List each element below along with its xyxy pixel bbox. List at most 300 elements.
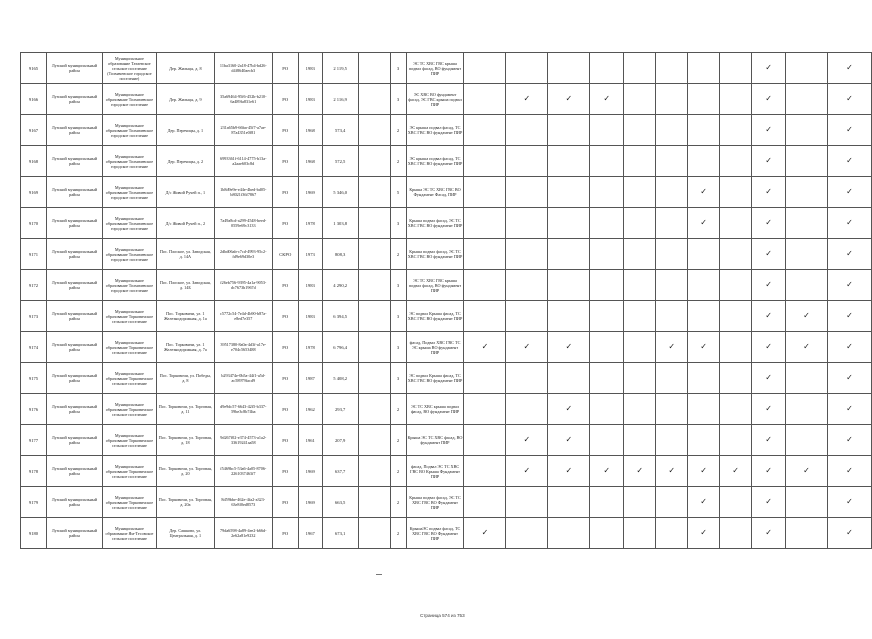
check-cell-4: [590, 487, 624, 518]
check-cell-9: [752, 177, 786, 208]
check-cell-3: [548, 84, 590, 115]
check-cell-5: [624, 208, 656, 239]
check-cell-1: [464, 456, 506, 487]
district-cell: Лузский муниципальный район: [46, 146, 102, 177]
empty-cell: [358, 53, 390, 84]
check-cell-8: [720, 84, 752, 115]
management-type-cell: РО: [272, 208, 298, 239]
check-cell-10: [786, 115, 828, 146]
check-cell-1: [464, 363, 506, 394]
address-cell: Пос. Торковичи, ул. Торговая, д. 18: [156, 425, 214, 456]
check-cell-9: [752, 487, 786, 518]
check-cell-7: [688, 177, 720, 208]
row-number: 9165: [21, 53, 47, 84]
area-cell: 6 394,5: [322, 301, 358, 332]
management-type-cell: РО: [272, 487, 298, 518]
district-cell: Лузский муниципальный район: [46, 270, 102, 301]
district-cell: Лузский муниципальный район: [46, 177, 102, 208]
check-cell-7: [688, 115, 720, 146]
check-cell-9: [752, 53, 786, 84]
check-cell-11: [827, 425, 871, 456]
fias-id-cell: f26eb756-9395-4a1a-9053-dc7673b1967d: [214, 270, 272, 301]
check-cell-1: [464, 301, 506, 332]
check-cell-5: [624, 487, 656, 518]
address-cell: Пос. Торковичи, ул. Торговая, д. 11: [156, 394, 214, 425]
check-cell-11: [827, 53, 871, 84]
works-list-cell: ЭС ТС ХВС ГВС крыша подвал фасад, ВО фундамент ПИР: [406, 53, 464, 84]
checkmark-icon: ✓: [765, 404, 772, 413]
check-cell-2: [506, 456, 548, 487]
count-cell: 3: [390, 84, 406, 115]
check-cell-1: [464, 239, 506, 270]
district-cell: Лузский муниципальный район: [46, 208, 102, 239]
check-cell-8: [720, 487, 752, 518]
table-row: [21, 332, 872, 363]
works-list-cell: Крыша подвал фасад, ЭС ТС ХВС ГВС ВО фундамент ПИР: [406, 239, 464, 270]
year-cell: 1973: [298, 239, 322, 270]
check-cell-10: [786, 239, 828, 270]
checkmark-icon: ✓: [846, 94, 853, 103]
district-cell: Лузский муниципальный район: [46, 239, 102, 270]
check-cell-4: [590, 456, 624, 487]
check-cell-7: [688, 363, 720, 394]
check-cell-7: [688, 301, 720, 332]
empty-cell: [358, 84, 390, 115]
check-cell-8: [720, 363, 752, 394]
district-cell: Лузский муниципальный район: [46, 332, 102, 363]
address-cell: Пос. Плоское, ул. Заводская, д. 14Б: [156, 270, 214, 301]
district-cell: Лузский муниципальный район: [46, 53, 102, 84]
check-cell-7: [688, 208, 720, 239]
year-cell: 1969: [298, 487, 322, 518]
page-mark: [376, 574, 382, 575]
checkmark-icon: ✓: [765, 342, 772, 351]
row-number: 9167: [21, 115, 47, 146]
check-cell-8: [720, 146, 752, 177]
address-cell: Пос. Плоское, ул. Заводская, д. 14А: [156, 239, 214, 270]
address-cell: Дер. Жильцы, д. 9: [156, 84, 214, 115]
area-cell: 207,9: [322, 425, 358, 456]
checkmark-icon: ✓: [700, 187, 707, 196]
row-number: 9172: [21, 270, 47, 301]
district-cell: Лузский муниципальный район: [46, 425, 102, 456]
row-number: 9168: [21, 146, 47, 177]
row-number: 9169: [21, 177, 47, 208]
check-cell-11: [827, 332, 871, 363]
empty-cell: [358, 394, 390, 425]
works-list-cell: ЭС ТС ХВС ГВС крыша подвал фасад, ВО фундамент ПИР: [406, 270, 464, 301]
row-number: 9178: [21, 456, 47, 487]
check-cell-4: [590, 518, 624, 549]
checkmark-icon: ✓: [846, 63, 853, 72]
check-cell-8: [720, 518, 752, 549]
count-cell: 2: [390, 425, 406, 456]
settlement-cell: Муниципальное образование Ям-Тесовское сельское поселение: [102, 518, 156, 549]
management-type-cell: РО: [272, 270, 298, 301]
checkmark-icon: ✓: [523, 466, 531, 475]
empty-cell: [358, 239, 390, 270]
checkmark-icon: ✓: [636, 466, 644, 475]
check-cell-7: [688, 425, 720, 456]
empty-cell: [358, 146, 390, 177]
checkmark-icon: ✓: [803, 466, 810, 475]
table-row: [21, 425, 872, 456]
check-cell-4: [590, 208, 624, 239]
settlement-cell: Муниципальное образование Толмачевское городское поселение: [102, 239, 156, 270]
check-cell-5: [624, 53, 656, 84]
checkmark-icon: ✓: [603, 94, 611, 103]
fias-id-cell: 6993361f-6114-4775-b13a-a2aae603c8d: [214, 146, 272, 177]
table-row: [21, 363, 872, 394]
area-cell: 293,7: [322, 394, 358, 425]
table-row: [21, 53, 872, 84]
address-cell: Дер. Перечицы, д. 1: [156, 115, 214, 146]
checkmark-icon: ✓: [846, 280, 853, 289]
check-cell-4: [590, 239, 624, 270]
table-row: [21, 487, 872, 518]
settlement-cell: Муниципальное образование Толмачевское городское поселение: [102, 84, 156, 115]
check-cell-5: [624, 115, 656, 146]
check-cell-1: [464, 270, 506, 301]
check-cell-11: [827, 301, 871, 332]
management-type-cell: РО: [272, 363, 298, 394]
management-type-cell: РО: [272, 84, 298, 115]
check-cell-7: [688, 332, 720, 363]
checkmark-icon: ✓: [668, 466, 676, 475]
row-number: 9175: [21, 363, 47, 394]
empty-cell: [358, 208, 390, 239]
row-number: 9177: [21, 425, 47, 456]
check-cell-4: [590, 332, 624, 363]
table-row: [21, 270, 872, 301]
count-cell: 3: [390, 301, 406, 332]
check-cell-10: [786, 53, 828, 84]
check-cell-8: [720, 239, 752, 270]
empty-cell: [358, 456, 390, 487]
check-cell-2: [506, 518, 548, 549]
check-cell-6: [656, 146, 688, 177]
check-cell-6: [656, 332, 688, 363]
district-cell: Лузский муниципальный район: [46, 518, 102, 549]
check-cell-8: [720, 270, 752, 301]
check-cell-7: [688, 270, 720, 301]
empty-cell: [358, 270, 390, 301]
works-list-cell: ЭС подвал Крыша фасад, ТС ХВС ГВС ВО фундамент ПИР: [406, 363, 464, 394]
checkmark-icon: ✓: [846, 373, 853, 382]
checkmark-icon: ✓: [700, 342, 707, 351]
check-cell-9: [752, 363, 786, 394]
row-number: 9173: [21, 301, 47, 332]
check-cell-10: [786, 208, 828, 239]
table-row: [21, 518, 872, 549]
checkmark-icon: ✓: [668, 342, 676, 351]
check-cell-1: [464, 487, 506, 518]
table-row: [21, 208, 872, 239]
table-row: [21, 456, 872, 487]
address-cell: Пос. Торковичи, ул. Победы, д. 8: [156, 363, 214, 394]
check-cell-2: [506, 146, 548, 177]
management-type-cell: РО: [272, 115, 298, 146]
checkmark-icon: ✓: [765, 156, 772, 165]
area-cell: 6 796,4: [322, 332, 358, 363]
management-type-cell: РО: [272, 146, 298, 177]
settlement-cell: Муниципальное образование Торковичское сельское поселение: [102, 456, 156, 487]
check-cell-3: [548, 208, 590, 239]
check-cell-3: [548, 177, 590, 208]
check-cell-3: [548, 363, 590, 394]
fias-id-cell: 7a49a8cd-a299-4548-beed-0559e69c3133: [214, 208, 272, 239]
fias-id-cell: d9e9dc57-6643-42f5-b337-59be3c8b74ba: [214, 394, 272, 425]
fias-id-cell: c5772c54-7e4d-4b90-b87a-e8ed7e357: [214, 301, 272, 332]
check-cell-4: [590, 84, 624, 115]
check-cell-2: [506, 84, 548, 115]
check-cell-3: [548, 332, 590, 363]
check-cell-3: [548, 456, 590, 487]
works-list-cell: ЭС ХВС ВО фундамент фасад, ЭС ГВС крыша подвал ПИР: [406, 84, 464, 115]
checkmark-icon: ✓: [765, 497, 772, 506]
check-cell-6: [656, 177, 688, 208]
area-cell: 808,3: [322, 239, 358, 270]
count-cell: 3: [390, 208, 406, 239]
checkmark-icon: ✓: [765, 528, 772, 537]
check-cell-3: [548, 146, 590, 177]
checkmark-icon: ✓: [565, 404, 573, 413]
fias-id-cell: 11ba3160-2a18-47b4-bd26-d4f8640aecb3: [214, 53, 272, 84]
district-cell: Лузский муниципальный район: [46, 115, 102, 146]
year-cell: 1961: [298, 425, 322, 456]
check-cell-3: [548, 239, 590, 270]
check-cell-8: [720, 394, 752, 425]
year-cell: 1983: [298, 270, 322, 301]
fias-id-cell: 79da6598-4a89-4ee2-b66d-2e62a81e9232: [214, 518, 272, 549]
check-cell-5: [624, 332, 656, 363]
works-list-cell: ЭС подвал Крыша фасад, ТС ХВС ГВС ВО фундамент ПИР: [406, 301, 464, 332]
year-cell: 1969: [298, 177, 322, 208]
check-cell-6: [656, 301, 688, 332]
count-cell: 2: [390, 456, 406, 487]
check-cell-9: [752, 456, 786, 487]
row-number: 9174: [21, 332, 47, 363]
check-cell-1: [464, 518, 506, 549]
check-cell-4: [590, 146, 624, 177]
count-cell: 3: [390, 270, 406, 301]
check-cell-6: [656, 487, 688, 518]
checkmark-icon: ✓: [846, 497, 853, 506]
row-number: 9179: [21, 487, 47, 518]
check-cell-7: [688, 239, 720, 270]
check-cell-1: [464, 146, 506, 177]
works-list-cell: Крыша ЭС ТС ХВС фасад, ВО фундамент ПИР: [406, 425, 464, 456]
empty-cell: [358, 518, 390, 549]
check-cell-1: [464, 394, 506, 425]
check-cell-10: [786, 146, 828, 177]
check-cell-6: [656, 270, 688, 301]
check-cell-2: [506, 239, 548, 270]
settlement-cell: Муниципальное образование Торковичское сельское поселение: [102, 394, 156, 425]
check-cell-4: [590, 301, 624, 332]
check-cell-3: [548, 301, 590, 332]
check-cell-7: [688, 394, 720, 425]
settlement-cell: Муниципальное образование Толмачевское городское поселение: [102, 208, 156, 239]
check-cell-9: [752, 270, 786, 301]
check-cell-1: [464, 177, 506, 208]
settlement-cell: Муниципальное образование Торковичское сельское поселение: [102, 363, 156, 394]
area-cell: 663,5: [322, 487, 358, 518]
checkmark-icon: ✓: [523, 342, 531, 351]
count-cell: 2: [390, 239, 406, 270]
checkmark-icon: ✓: [481, 342, 489, 351]
check-cell-6: [656, 394, 688, 425]
checkmark-icon: ✓: [565, 342, 573, 351]
check-cell-2: [506, 53, 548, 84]
check-cell-6: [656, 208, 688, 239]
page-footer: Страница 574 из 753: [420, 613, 465, 618]
fias-id-cell: 231a65b9-66ba-45f7-a7ae-87a4351e0f81: [214, 115, 272, 146]
check-cell-5: [624, 84, 656, 115]
check-cell-11: [827, 84, 871, 115]
count-cell: 2: [390, 487, 406, 518]
address-cell: Пос. Торковичи, ул. 1 Железнодорожная, д. 7а: [156, 332, 214, 363]
check-cell-10: [786, 270, 828, 301]
check-cell-10: [786, 363, 828, 394]
checkmark-icon: ✓: [700, 528, 707, 537]
management-type-cell: РО: [272, 301, 298, 332]
checkmark-icon: ✓: [700, 466, 707, 475]
row-number: 9166: [21, 84, 47, 115]
checkmark-icon: ✓: [765, 249, 772, 258]
check-cell-9: [752, 425, 786, 456]
address-cell: Д/с Живой Ручей п., 1: [156, 177, 214, 208]
check-cell-11: [827, 487, 871, 518]
checkmark-icon: ✓: [765, 280, 772, 289]
check-cell-3: [548, 53, 590, 84]
check-cell-8: [720, 115, 752, 146]
area-cell: 572,5: [322, 146, 358, 177]
empty-cell: [358, 332, 390, 363]
check-cell-6: [656, 363, 688, 394]
checkmark-icon: ✓: [846, 466, 853, 475]
checkmark-icon: ✓: [765, 94, 772, 103]
fias-id-cell: 35a69464-95f6-452b-b210-6a489fa831e61: [214, 84, 272, 115]
table-body: [21, 53, 872, 549]
check-cell-2: [506, 177, 548, 208]
district-cell: Лузский муниципальный район: [46, 487, 102, 518]
settlement-cell: Муниципальное образование Торковичское сельское поселение: [102, 301, 156, 332]
year-cell: 1978: [298, 208, 322, 239]
check-cell-4: [590, 177, 624, 208]
checkmark-icon: ✓: [846, 249, 853, 258]
year-cell: 1968: [298, 146, 322, 177]
management-type-cell: РО: [272, 177, 298, 208]
check-cell-5: [624, 425, 656, 456]
empty-cell: [358, 301, 390, 332]
check-cell-5: [624, 363, 656, 394]
check-cell-10: [786, 487, 828, 518]
check-cell-8: [720, 332, 752, 363]
fias-id-cell: f5469bc5-53a6-4a05-8706-2261037463f7: [214, 456, 272, 487]
checkmark-icon: ✓: [700, 218, 707, 227]
area-cell: 5 346,0: [322, 177, 358, 208]
checkmark-icon: ✓: [765, 435, 772, 444]
district-cell: Лузский муниципальный район: [46, 394, 102, 425]
check-cell-7: [688, 84, 720, 115]
check-cell-6: [656, 425, 688, 456]
check-cell-1: [464, 115, 506, 146]
row-number: 9170: [21, 208, 47, 239]
works-list-cell: ЭС ТС ХВС крыша подвал фасад, ВО фундамент ПИР: [406, 394, 464, 425]
check-cell-11: [827, 394, 871, 425]
address-cell: Пос. Торковичи, ул. 1 Железнодорожная, д. 1а: [156, 301, 214, 332]
check-cell-1: [464, 425, 506, 456]
management-type-cell: РО: [272, 518, 298, 549]
checkmark-icon: ✓: [765, 311, 772, 320]
count-cell: 3: [390, 363, 406, 394]
check-cell-5: [624, 518, 656, 549]
settlement-cell: Муниципальное образование Торковичское сельское поселение: [102, 425, 156, 456]
year-cell: 1987: [298, 363, 322, 394]
check-cell-3: [548, 270, 590, 301]
check-cell-11: [827, 270, 871, 301]
checkmark-icon: ✓: [803, 342, 810, 351]
year-cell: 1968: [298, 115, 322, 146]
checkmark-icon: ✓: [803, 311, 810, 320]
check-cell-2: [506, 425, 548, 456]
check-cell-8: [720, 456, 752, 487]
fias-id-cell: 9d267f02-e374-4573-a1a2-33619241aa58: [214, 425, 272, 456]
check-cell-9: [752, 394, 786, 425]
check-cell-3: [548, 394, 590, 425]
area-cell: 2 119,5: [322, 53, 358, 84]
settlement-cell: Муниципальное образование Татаевское сельское поселение (Толмачевское городское поселение): [102, 53, 156, 84]
empty-cell: [358, 115, 390, 146]
checkmark-icon: ✓: [603, 466, 611, 475]
district-cell: Лузский муниципальный район: [46, 363, 102, 394]
table-row: [21, 394, 872, 425]
check-cell-11: [827, 518, 871, 549]
check-cell-2: [506, 363, 548, 394]
checkmark-icon: ✓: [846, 435, 853, 444]
check-cell-4: [590, 53, 624, 84]
check-cell-11: [827, 146, 871, 177]
check-cell-10: [786, 332, 828, 363]
check-cell-4: [590, 270, 624, 301]
table-row: [21, 177, 872, 208]
check-cell-5: [624, 239, 656, 270]
year-cell: 1967: [298, 518, 322, 549]
district-cell: Лузский муниципальный район: [46, 84, 102, 115]
check-cell-9: [752, 332, 786, 363]
check-cell-10: [786, 518, 828, 549]
fias-id-cell: 39517380-8a0a-4d3f-a17e-e704c5653488: [214, 332, 272, 363]
table-row: [21, 84, 872, 115]
district-cell: Лузский муниципальный район: [46, 456, 102, 487]
fias-id-cell: 8d59bbe-462e-4fa2-a323-63e8f0ed8573: [214, 487, 272, 518]
check-cell-1: [464, 332, 506, 363]
checkmark-icon: ✓: [846, 187, 853, 196]
settlement-cell: Муниципальное образование Толмачевское городское поселение: [102, 115, 156, 146]
works-list-cell: Крыша подвал фасад, ЭС ТС ХВС ГВС ВО фундамент ПИР: [406, 208, 464, 239]
checkmark-icon: ✓: [565, 466, 573, 475]
table-row: [21, 301, 872, 332]
table-row: [21, 239, 872, 270]
empty-cell: [358, 425, 390, 456]
works-list-cell: ЭС крыша подвал фасад, ТС ХВС ГВС ВО фундамент ПИР: [406, 115, 464, 146]
checkmark-icon: ✓: [765, 187, 772, 196]
check-cell-8: [720, 53, 752, 84]
count-cell: 3: [390, 332, 406, 363]
check-cell-6: [656, 53, 688, 84]
check-cell-1: [464, 208, 506, 239]
